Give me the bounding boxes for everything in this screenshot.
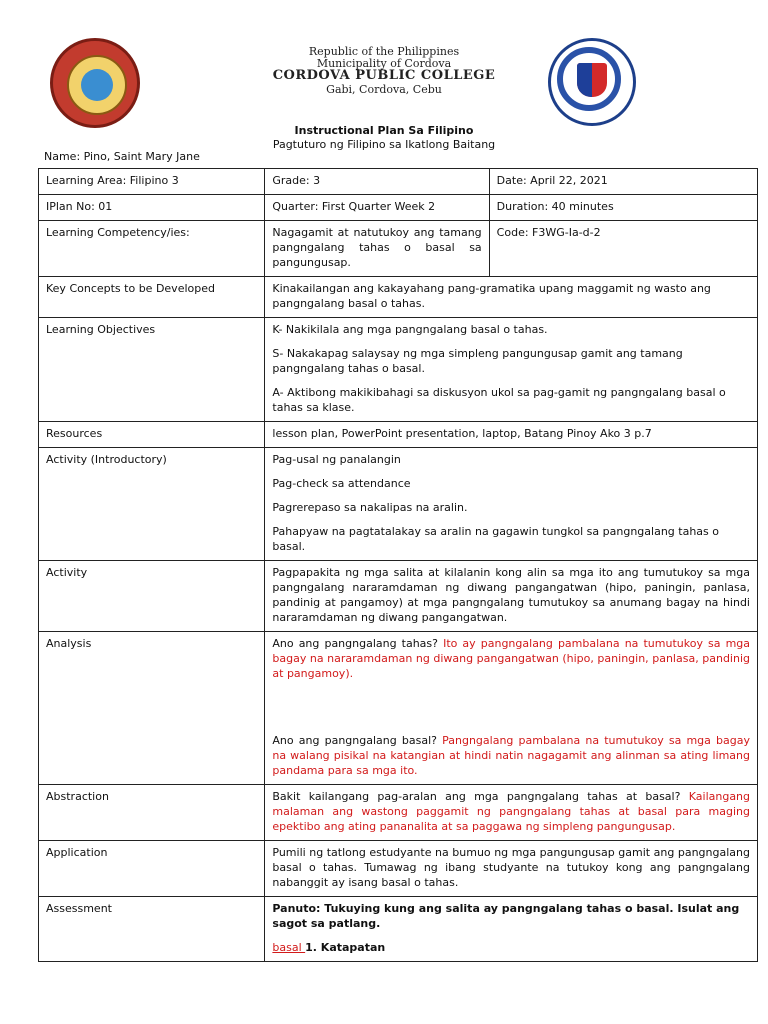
duration-cell: Duration: 40 minutes [489,195,757,221]
intro-item: Pag-check sa attendance [272,477,411,490]
analysis-block-1 [272,636,750,681]
plan-table [38,168,758,962]
header-school-name: CORDOVA PUBLIC COLLEGE [272,68,496,83]
header-republic: Republic of the Philippines [308,45,460,58]
table-row [39,561,758,632]
table-row [39,448,758,561]
document-title: Instructional Plan Sa Filipino [294,124,474,137]
resources-text: lesson plan, PowerPoint presentation, laptop, Batang Pinoy Ako 3 p.7 [265,422,758,448]
table-row [39,195,758,221]
assessment-item-line [272,940,750,955]
key-concepts-label: Key Concepts to be Developed [39,277,265,318]
header-municipality: Municipality of Cordova [316,57,452,70]
table-row [39,169,758,195]
assessment-item: 1. Katapatan [305,941,386,954]
date-cell: Date: April 22, 2021 [489,169,757,195]
intro-item: Pag-usal ng panalangin [272,453,401,466]
analysis-answer-1: Ito ay pangngalang pambalana na tumutukoy sa mga bagay na nararamdaman ng diwang pangangatwan (hipo, paningin, panlasa, pandinig at pangamoy). [272,637,751,680]
learning-area-cell: Learning Area: Filipino 3 [39,169,265,195]
key-concepts-text: Kinakailangan ang kakayahang pang-gramatika upang maggamit ng wasto ang pangngalang basal o tahas. [265,277,758,318]
table-row [39,277,758,318]
analysis-question-1: Ano ang pangngalang tahas? [272,637,438,650]
table-row [39,897,758,962]
student-name: Name: Pino, Saint Mary Jane [44,150,200,163]
assessment-label: Assessment [39,897,265,962]
table-row [39,841,758,897]
competency-label: Learning Competency/ies: [39,221,265,277]
abstraction-cell [265,785,758,841]
objective-s: S- Nakakapag salaysay ng mga simpleng pangungusap gamit ang tamang pangngalang tahas o basal. [272,347,683,375]
assessment-answer: basal [272,941,306,954]
analysis-label: Analysis [39,632,265,785]
table-row [39,422,758,448]
application-text: Pumili ng tatlong estudyante na bumuo ng mga pangungusap gamit ang pangngalang basal o tahas. Tumawag ng ibang studyante na tutukoy kong ang pangngalang nabanggit ay isang basal o tahas. [265,841,758,897]
activity-label: Activity [39,561,265,632]
iplan-cell: IPlan No: 01 [39,195,265,221]
table-row [39,221,758,277]
application-label: Application [39,841,265,897]
resources-label: Resources [39,422,265,448]
assessment-instruction: Panuto: Tukuying kung ang salita ay pangngalang tahas o basal. Isulat ang sagot sa patlang. [272,902,740,930]
intro-label: Activity (Introductory) [39,448,265,561]
abstraction-label: Abstraction [39,785,265,841]
competency-text: Nagagamit at natutukoy ang tamang pangngalang tahas o basal sa pangungusap. [265,221,489,277]
activity-text: Pagpapakita ng mga salita at kilalanin kong alin sa mga ito ang tumutukoy sa mga pangngalang nararamdaman ng diwang pangangatwan (hipo, paningin, panlasa, pandinig at pangamoy) at mga pangngalang tumutukoy sa anumang bagay na hindi nararamdaman ng diwang pangangatwan. [265,561,758,632]
table-row [39,318,758,422]
analysis-answer-2: Pangngalang pambalana na tumutukoy sa mga bagay na walang pisikal na katangian at hindi natin nagagamit ang alinman sa ating limang pandama para sa mga ito. [272,734,751,777]
objective-k: K- Nakikilala ang mga pangngalang basal o tahas. [272,323,548,336]
table-row [39,632,758,785]
analysis-question-2: Ano ang pangngalang basal? [272,734,437,747]
objective-a: A- Aktibong makikibahagi sa diskusyon ukol sa pag-gamit ng pangngalang basal o tahas sa klase. [272,386,726,414]
document-subtitle: Pagtuturo ng Filipino sa Ikatlong Baitang [272,138,496,151]
assessment-cell [265,897,758,962]
intro-cell [265,448,758,561]
header-address: Gabi, Cordova, Cebu [326,83,442,96]
analysis-cell [265,632,758,785]
quarter-cell: Quarter: First Quarter Week 2 [265,195,489,221]
grade-cell: Grade: 3 [265,169,489,195]
code-cell: Code: F3WG-Ia-d-2 [489,221,757,277]
objectives-label: Learning Objectives [39,318,265,422]
intro-item: Pagrerepaso sa nakalipas na aralin. [272,501,468,514]
abstraction-answer: Kailangang malaman ang wastong paggamit ng pangngalang tahas at basal para maging epektibo ang ating pananalita at sa paggawa ng simpleng pangungusap. [272,790,751,833]
intro-item: Pahapyaw na pagtatalakay sa aralin na gagawin tungkol sa pangngalang tahas o basal. [272,525,719,553]
table-row [39,785,758,841]
analysis-block-2 [272,733,750,778]
college-seal-icon [548,38,636,126]
objectives-cell [265,318,758,422]
abstraction-question: Bakit kailangang pag-aralan ang mga pangngalang tahas at basal? [272,790,681,803]
